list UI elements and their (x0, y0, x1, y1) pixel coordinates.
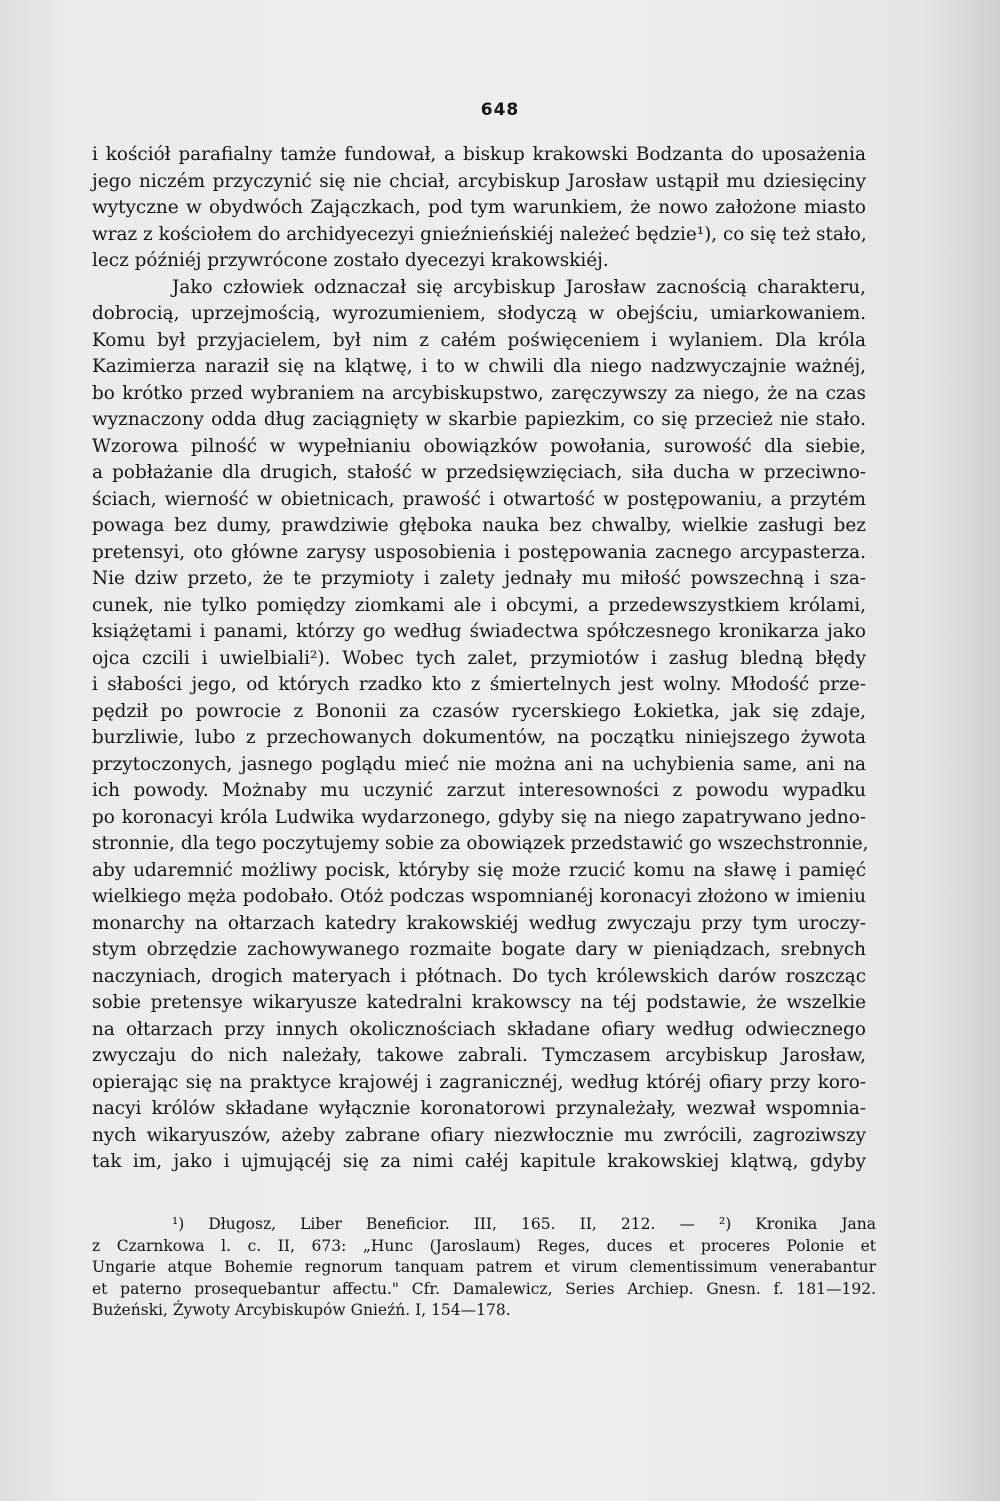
footnote-line: Bużeński, Żywoty Arcybiskupów Gnieźń. I, 154—178. (92, 1301, 511, 1319)
text-line: i słabości jego, od których rzadko kto z śmiertelnych jest wolny. Młodość prze- (92, 674, 866, 695)
text-line: naczyniach, drogich materyach i płótnach. Do tych królewskich darów roszcząc (92, 965, 866, 987)
text-line: tak im, jako i ujmującéj się za nimi całéj kapitule krakowskiej klątwą, gdyby (92, 1151, 866, 1172)
text-line: pędził po powrocie z Bononii za czasów rycerskiego Łokietka, jak się zdaje, (92, 700, 866, 722)
text-line: opierając się na praktyce krajowéj i zagranicznéj, według któréj ofiary przy koro- (92, 1071, 866, 1093)
text-line: powaga bez dumy, prawdziwie głęboka nauka bez chwalby, wielkie zasługi bez (92, 515, 866, 536)
footnote-line: z Czarnkowa l. c. II, 673: „Hunc (Jaroslaum) Reges, duces et proceres Polonie et (92, 1236, 876, 1255)
text-line: jego niczém przyczynić się nie chciał, arcybiskup Jarosław ustąpił mu dziesięciny (92, 170, 866, 192)
text-line: nych wikaryuszów, ażeby zabrane ofiary niezwłocznie mu zwrócili, zagroziwszy (92, 1124, 866, 1146)
footnotes (92, 1214, 876, 1322)
text-line: nacyi królów składane wyłącznie koronatorowi przynależały, wezwał wspomnia- (92, 1098, 866, 1119)
text-line: Komu był przyjacielem, był nim z całém poświęceniem i wylaniem. Dla króla (92, 329, 866, 351)
text-line: wraz z kościołem do archidyecezyi gnieźnieńskiéj należeć będzie¹), co się też stało, (92, 223, 867, 245)
text-line: dobrocią, uprzejmością, wyrozumieniem, słodyczą w obejściu, umiarkowaniem. (92, 303, 866, 324)
text-line: burzliwie, lubo z przechowanych dokumentów, na początku niniejszego żywota (92, 727, 866, 748)
text-line: po koronacyi króla Ludwika wydarzonego, gdyby się na niego zapatrywano jedno- (92, 806, 866, 828)
page-number: 648 (480, 100, 520, 120)
text-line: pretensyi, oto główne zarysy usposobienia i postępowania zacnego arcypasterza. (92, 541, 866, 563)
text-line: sobie pretensye wikaryusze katedralni krakowscy na téj podstawie, że wszelkie (92, 992, 866, 1013)
text-line: stym obrzędzie zachowywanego rozmaite bogate dary w pieniądzach, srebnych (92, 939, 866, 960)
text-line: Nie dziw przeto, że te przymioty i zalety jednały mu miłość powszechną i sza- (92, 568, 866, 589)
text-line: stronnie, dla tego poczytujemy sobie za obowiązek przedstawić go wszechstronnie, (92, 833, 869, 854)
text-line: monarchy na ołtarzach katedry krakowskiéj według zwyczaju przy tym uroczy- (92, 912, 866, 934)
text-line: aby udaremnić możliwy pocisk, któryby się może rzucić komu na sławę i pamięć (92, 859, 866, 881)
text-line: przytoczonych, jasnego poglądu mieć nie można ani na uchybienia same, ani na (92, 753, 866, 775)
footnote-separator (480, 1182, 520, 1183)
text-line: lecz późniéj przywrócone zostało dyecezyi krakowskiéj. (92, 250, 609, 271)
text-line: książętami i panami, którzy go według świadectwa spółczesnego kronikarza jako (92, 621, 866, 642)
text-line: ojca czcili i uwielbiali²). Wobec tych zalet, przymiotów i zasług bledną błędy (92, 647, 866, 669)
footnote-line: ¹) Długosz, Liber Beneficior. III, 165. II, 212. — ²) Kronika Jana (172, 1215, 876, 1233)
main-text (92, 142, 869, 1176)
text-line: bo krótko przed wybraniem na arcybiskupstwo, zaręczywszy za niego, że na czas (92, 382, 866, 404)
text-line-paragraph-start: Jako człowiek odznaczał się arcybiskup Jarosław zacnością charakteru, (172, 276, 866, 298)
text-line: Kazimierza naraził się na klątwę, i to w chwili dla niego nadzwyczajnie ważnéj, (92, 356, 866, 377)
text-line: wytyczne w obydwóch Zajączkach, pod tym warunkiem, że nowo założone miasto (92, 197, 866, 218)
text-line: a pobłażanie dla drugich, stałość w przedsięwzięciach, siła ducha w przeciwno- (92, 462, 866, 483)
text-line: ściach, wierność w obietnicach, prawość i otwartość w postępowaniu, a przytém (92, 488, 866, 510)
text-line: na ołtarzach przy innych okolicznościach składane ofiary według odwiecznego (92, 1018, 866, 1040)
text-line: cunek, nie tylko pomiędzy ziomkami ale i obcymi, a przedewszystkiem królami, (92, 594, 866, 616)
text-line: i kościół parafialny tamże fundował, a biskup krakowski Bodzanta do uposażenia (92, 144, 866, 165)
footnote-line: Ungarie atque Bohemie regnorum tanquam patrem et virum clementissimum venerabantur (92, 1258, 876, 1276)
text-line: wyznaczony odda dług zaciągnięty w skarbie papiezkim, co się przecież nie stało. (92, 409, 866, 430)
footnote-line: et paterno prosequebantur affectu." Cfr. Damalewicz, Series Archiep. Gnesn. f. 181—192. (92, 1279, 876, 1298)
text-line: zwyczaju do nich należały, takowe zabrali. Tymczasem arcybiskup Jarosław, (92, 1045, 866, 1066)
text-line: wielkiego męża podobało. Otóż podczas wspomnianéj koronacyi złożono w imieniu (92, 886, 866, 907)
text-line: Wzorowa pilność w wypełnianiu obowiązków powołania, surowość dla siebie, (92, 435, 866, 457)
text-line: ich powody. Możnaby mu uczynić zarzut interesowności z powodu wypadku (92, 780, 866, 801)
